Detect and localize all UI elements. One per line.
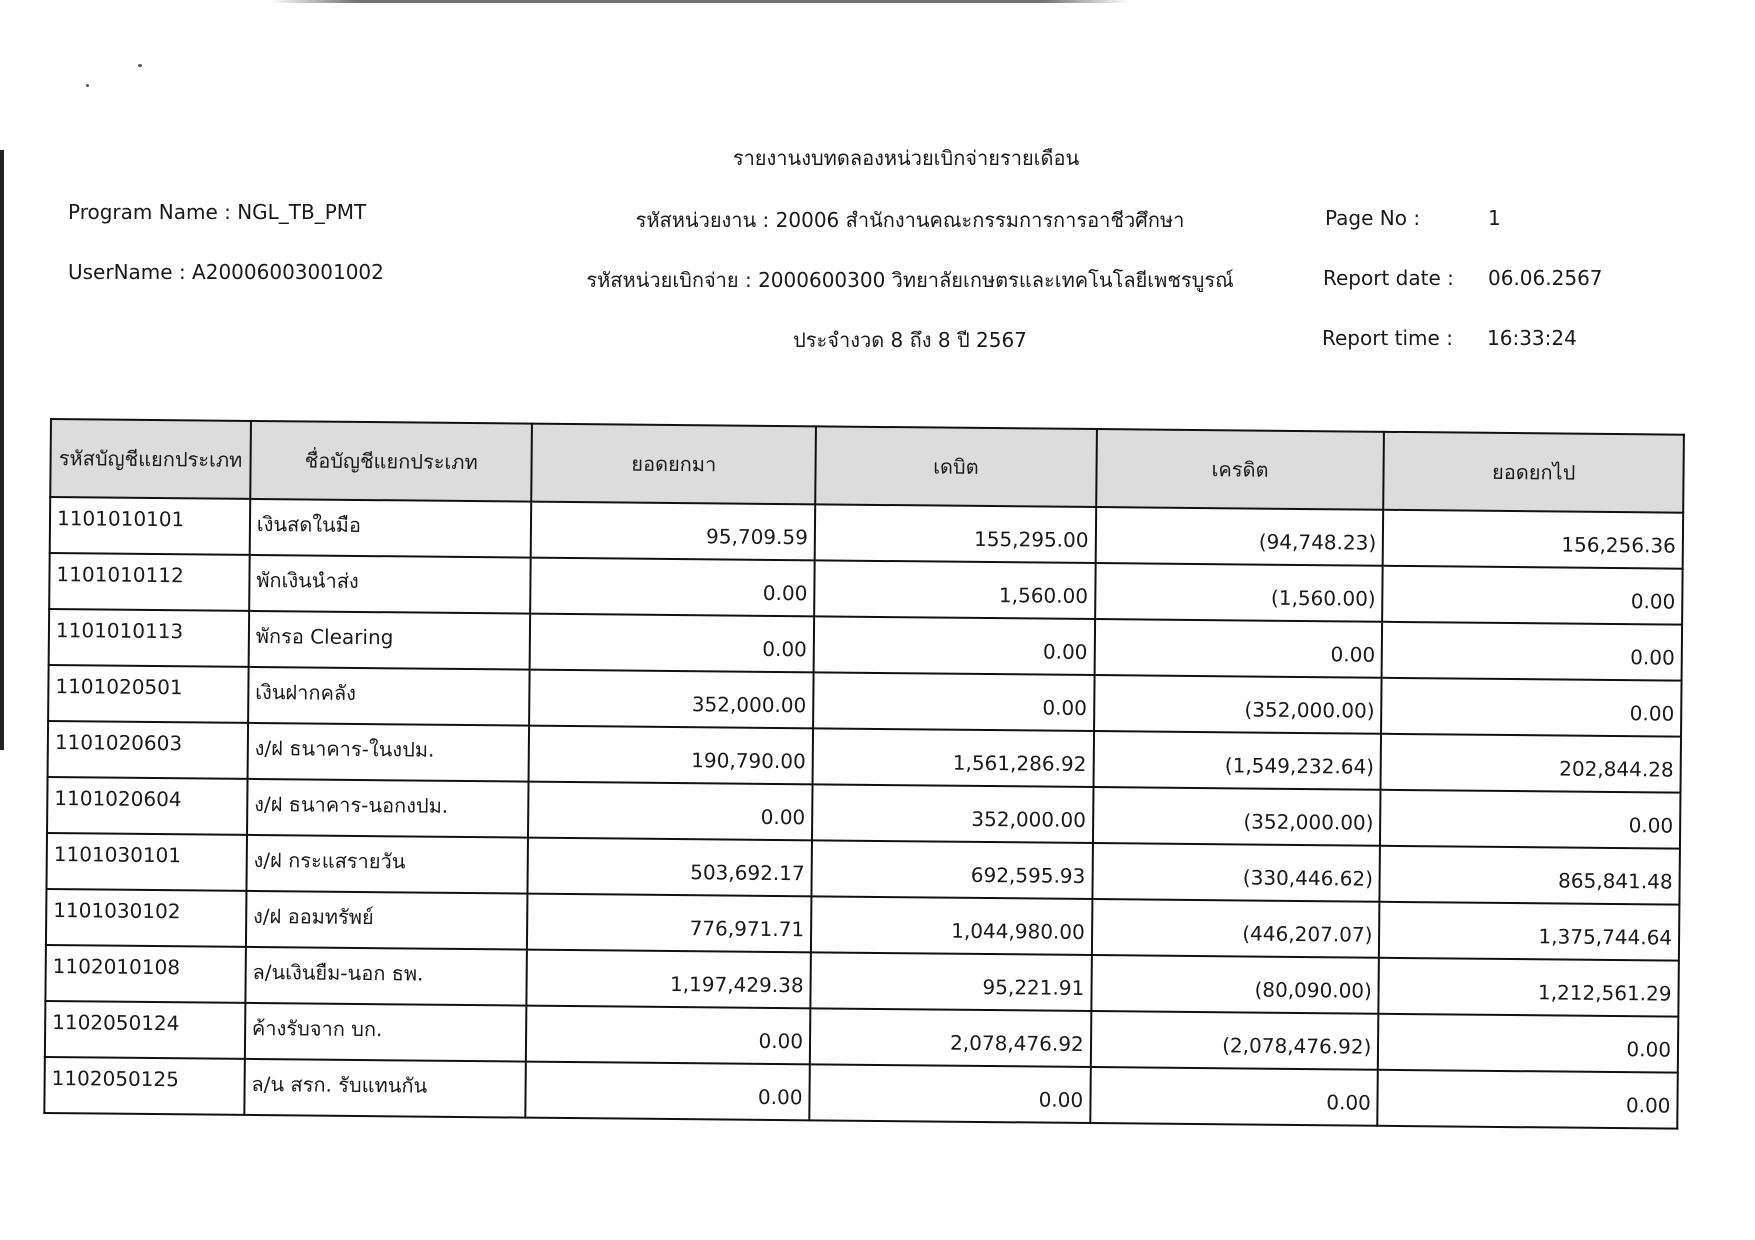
account-code: 1102050124 [45, 1001, 245, 1059]
account-name: ล/น สรก. รับแทนกัน [244, 1059, 526, 1118]
period-line: ประจำงวด 8 ถึง 8 ปี 2567 [793, 328, 1027, 352]
disbursing-unit-line: รหัสหน่วยเบิกจ่าย : 2000600300 วิทยาลัยเกษตรและเทคโนโลยีเพชรบูรณ์ [586, 268, 1234, 292]
account-name: ง/ฝ ธนาคาร-นอกงปม. [247, 779, 529, 838]
account-code: 1101030101 [46, 833, 246, 891]
account-name: พักรอ Clearing [248, 611, 530, 670]
brought-forward-amount: 0.00 [531, 558, 815, 617]
credit-amount: (1,560.00) [1095, 563, 1383, 622]
report-date-label: Report date : [1323, 266, 1454, 290]
credit-amount: (446,207.07) [1092, 899, 1380, 958]
header-credit: เครดิต [1096, 429, 1384, 510]
account-code: 1102010108 [45, 945, 245, 1003]
account-code: 1102050125 [44, 1057, 244, 1115]
brought-forward-amount: 352,000.00 [529, 670, 813, 729]
credit-amount: (94,748.23) [1095, 507, 1383, 566]
account-code: 1101010101 [50, 497, 250, 555]
report-time-label: Report time : [1322, 326, 1453, 350]
carried-forward-amount: 865,841.48 [1380, 846, 1680, 905]
debit-amount: 155,295.00 [815, 504, 1096, 563]
header-account-name: ชื่อบัญชีแยกประเภท [250, 421, 532, 502]
debit-amount: 95,221.91 [810, 952, 1091, 1011]
debit-amount: 692,595.93 [811, 840, 1092, 899]
brought-forward-amount: 0.00 [526, 1062, 810, 1121]
program-name: Program Name : NGL_TB_PMT [68, 200, 367, 224]
credit-amount: (2,078,476.92) [1090, 1011, 1378, 1070]
debit-amount: 2,078,476.92 [810, 1008, 1091, 1067]
page-no-label: Page No : [1325, 206, 1421, 230]
report-date-value: 06.06.2567 [1488, 266, 1603, 290]
carried-forward-amount: 1,212,561.29 [1379, 958, 1679, 1017]
carried-forward-amount: 1,375,744.64 [1379, 902, 1679, 961]
page-no-value: 1 [1488, 206, 1501, 230]
scan-speck [138, 64, 142, 67]
carried-forward-amount: 0.00 [1380, 790, 1680, 849]
credit-amount: 0.00 [1090, 1067, 1378, 1126]
account-name: ค้างรับจาก บก. [245, 1003, 527, 1062]
account-name: ง/ฝ กระแสรายวัน [246, 835, 528, 894]
header-brought-forward: ยอดยกมา [532, 424, 816, 505]
carried-forward-amount: 202,844.28 [1381, 734, 1681, 793]
carried-forward-amount: 0.00 [1378, 1070, 1678, 1129]
account-code: 1101020501 [48, 665, 248, 723]
account-code: 1101020604 [47, 777, 247, 835]
header-carried-forward: ยอดยกไป [1384, 432, 1684, 513]
report-time-value: 16:33:24 [1487, 326, 1577, 350]
agency-line: รหัสหน่วยงาน : 20006 สำนักงานคณะกรรมการการอาชีวศึกษา [635, 208, 1185, 232]
brought-forward-amount: 0.00 [526, 1006, 810, 1065]
carried-forward-amount: 0.00 [1381, 678, 1681, 737]
header-account-code: รหัสบัญชีแยกประเภท [50, 419, 251, 499]
account-code: 1101010113 [49, 609, 249, 667]
trial-balance-table [43, 418, 1685, 1130]
brought-forward-amount: 1,197,429.38 [527, 950, 811, 1009]
report-title: รายงานงบทดลองหน่วยเบิกจ่ายรายเดือน [732, 146, 1080, 170]
scan-speck [86, 84, 89, 87]
account-name: ล/นเงินยืม-นอก ธพ. [245, 947, 527, 1006]
brought-forward-amount: 0.00 [530, 614, 814, 673]
account-code: 1101010112 [49, 553, 249, 611]
carried-forward-amount: 156,256.36 [1383, 510, 1683, 569]
brought-forward-amount: 503,692.17 [528, 838, 812, 897]
credit-amount: (352,000.00) [1094, 675, 1382, 734]
scan-edge-line [270, 0, 1130, 3]
credit-amount: (1,549,232.64) [1093, 731, 1381, 790]
account-code: 1101030102 [46, 889, 246, 947]
account-name: เงินฝากคลัง [248, 667, 530, 726]
debit-amount: 352,000.00 [812, 784, 1093, 843]
account-code: 1101020603 [48, 721, 248, 779]
user-name: UserName : A20006003001002 [68, 260, 384, 284]
credit-amount: (352,000.00) [1093, 787, 1381, 846]
credit-amount: (330,446.62) [1092, 843, 1380, 902]
brought-forward-amount: 190,790.00 [529, 726, 813, 785]
account-name: ง/ฝ ออมทรัพย์ [246, 891, 528, 950]
debit-amount: 1,560.00 [814, 560, 1095, 619]
debit-amount: 1,561,286.92 [813, 728, 1094, 787]
brought-forward-amount: 95,709.59 [531, 502, 815, 561]
account-name: พักเงินนำส่ง [249, 555, 531, 614]
brought-forward-amount: 0.00 [528, 782, 812, 841]
account-name: ง/ฝ ธนาคาร-ในงปม. [247, 723, 529, 782]
debit-amount: 1,044,980.00 [811, 896, 1092, 955]
credit-amount: (80,090.00) [1091, 955, 1379, 1014]
carried-forward-amount: 0.00 [1378, 1014, 1678, 1073]
debit-amount: 0.00 [813, 672, 1094, 731]
carried-forward-amount: 0.00 [1382, 566, 1682, 625]
account-name: เงินสดในมือ [250, 499, 532, 558]
debit-amount: 0.00 [814, 616, 1095, 675]
header-debit: เดบิต [815, 426, 1096, 507]
scan-left-edge [0, 150, 4, 750]
brought-forward-amount: 776,971.71 [527, 894, 811, 953]
credit-amount: 0.00 [1094, 619, 1382, 678]
carried-forward-amount: 0.00 [1382, 622, 1682, 681]
debit-amount: 0.00 [809, 1064, 1090, 1123]
